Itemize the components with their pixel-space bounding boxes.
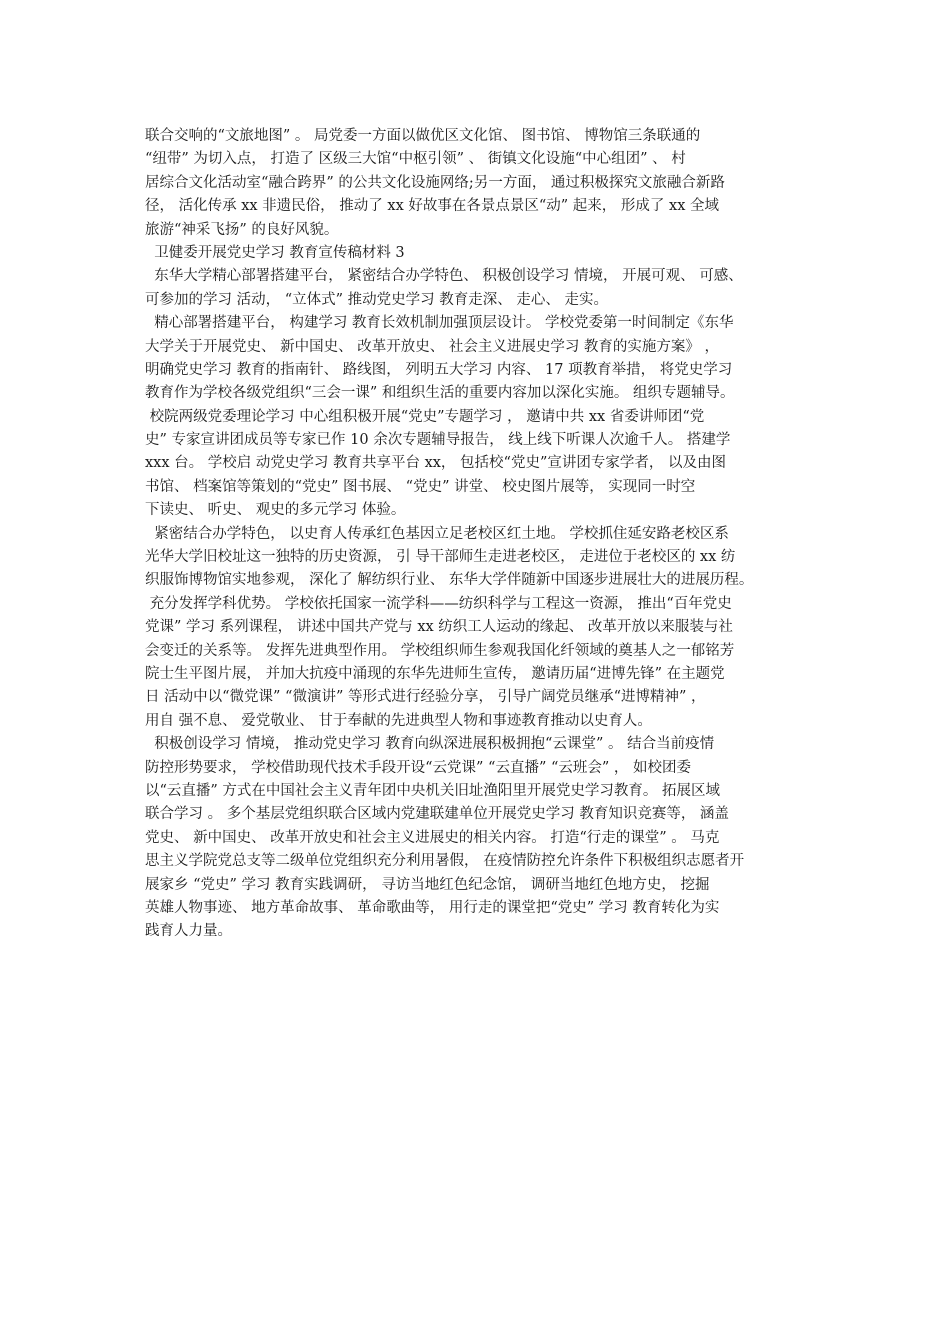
text-line: 织服饰博物馆实地参观， 深化了 解纺织行业、 东华大学伴随新中国逐步进展壮大的进展历程。 [145,572,754,589]
text-line: 居综合文化活动室“融合跨界” 的公共文化设施网络;另一方面， 通过积极探究文旅融合新路 [145,174,725,191]
text-line: 精心部署搭建平台， 构建学习 教育长效机制加强顶层设计。 学校党委第一时间制定《东华 [145,315,734,332]
text-line: 党课” 学习 系列课程， 讲述中国共产党与 xx 纺织工人运动的缘起、 改革开放以来服装与社 [145,619,733,636]
text-line: 联合学习 。 多个基层党组织联合区域内党建联建单位开展党史学习 教育知识竞赛等， 涵盖 [145,806,729,823]
text-line: 联合交响的“文旅地图” 。 局党委一方面以做优区文化馆、 图书馆、 博物馆三条联通的 [145,128,701,144]
text-line: 英雄人物事迹、 地方革命故事、 革命歌曲等， 用行走的课堂把“党史” 学习 教育转化为实 [145,899,720,916]
text-line: 教育作为学校各级党组织“三会一课” 和组织生活的重要内容加以深化实施。 组织专题辅导。 [145,385,735,402]
text-line: 光华大学旧校址这一独特的历史资源， 引 导干部师生走进老校区， 走进位于老校区的 xx 纺 [145,549,736,566]
text-line: 旅游“神采飞扬” 的良好风貌。 [145,221,339,238]
text-line: 用自 强不息、 爱党敬业、 甘于奉献的先进典型人物和事迹教育推动以史育人。 [145,712,652,729]
text-line: 院士生平图片展， 并加大抗疫中涌现的东华先进师生宣传， 邀请历届“进博先锋” 在主题党 [145,665,725,682]
text-line: 校院两级党委理论学习 中心组积极开展“党史”专题学习 ， 邀请中共 xx 省委讲师团“党 [145,408,705,425]
text-line: 下读史、 听史、 观史的多元学习 体验。 [145,502,406,519]
text-line: 大学关于开展党史、 新中国史、 改革开放史、 社会主义进展史学习 教育的实施方案》 ， [145,338,720,355]
text-line: 展家乡 “党史” 学习 教育实践调研， 寻访当地红色纪念馆， 调研当地红色地方史， 挖掘 [145,876,710,893]
text-line: 径， 活化传承 xx 非遗民俗， 推动了 xx 好故事在各景点景区“动” 起来， 形成了 xx 全域 [145,198,719,215]
text-line: 可参加的学习 活动， “立体式” 推动党史学习 教育走深、 走心、 走实。 [145,291,608,308]
document-body [145,125,815,944]
text-line: 史” 专家宣讲团成员等专家已作 10 余次专题辅导报告， 线上线下听课人次逾千人。 搭建学 [145,432,731,449]
text-line: 积极创设学习 情境， 推动党史学习 教育向纵深进展积极拥抱“云课堂” 。 结合当前疫情 [145,736,715,753]
text-line: 以“云直播” 方式在中国社会主义青年团中央机关旧址渔阳里开展党史学习教育。 拓展区域 [145,782,721,799]
text-line: 充分发挥学科优势。 学校依托国家一流学科——纺织科学与工程这一资源， 推出“百年党史 [145,595,732,612]
text-line: 明确党史学习 教育的指南针、 路线图， 列明五大学习 内容、 17 项教育举措， 将党史学习 [145,361,733,378]
text-line: 东华大学精心部署搭建平台， 紧密结合办学特色、 积极创设学习 情境， 开展可观、 可感、 [145,268,743,285]
text-line: 卫健委开展党史学习 教育宣传稿材料 3 [145,244,405,261]
text-line: 日 活动中以“微党课” “微演讲” 等形式进行经验分享， 引导广阔党员继承“进博精神” ， [145,689,706,706]
text-line: 党史、 新中国史、 改革开放史和社会主义进展史的相关内容。 打造“行走的课堂” 。 马克 [145,829,720,846]
text-line: 思主义学院党总支等二级单位党组织充分利用暑假， 在疫情防控允许条件下积极组织志愿者开 [145,853,745,870]
text-line: 书馆、 档案馆等策划的“党史” 图书展、 “党史” 讲堂、 校史图片展等， 实现同一时空 [145,478,696,495]
text-line: 紧密结合办学特色， 以史育人传承红色基因立足老校区红土地。 学校抓住延安路老校区系 [145,525,729,542]
text-line: 防控形势要求， 学校借助现代技术手段开设“云党课” “云直播” “云班会” ， 如校团委 [145,759,692,776]
text-line: “纽带” 为切入点， 打造了 区级三大馆“中枢引领” 、 街镇文化设施“中心组团” 、 村 [145,151,686,168]
text-line: xxx 台。 学校启 动党史学习 教育共享平台 xx， 包括校“党史”宣讲团专家学者， 以及由图 [145,455,726,472]
text-line: 会变迁的关系等。 发挥先进典型作用。 学校组织师生参观我国化纤领域的奠基人之一郁铭芳 [145,642,735,659]
text-line: 践育人力量。 [145,923,232,940]
